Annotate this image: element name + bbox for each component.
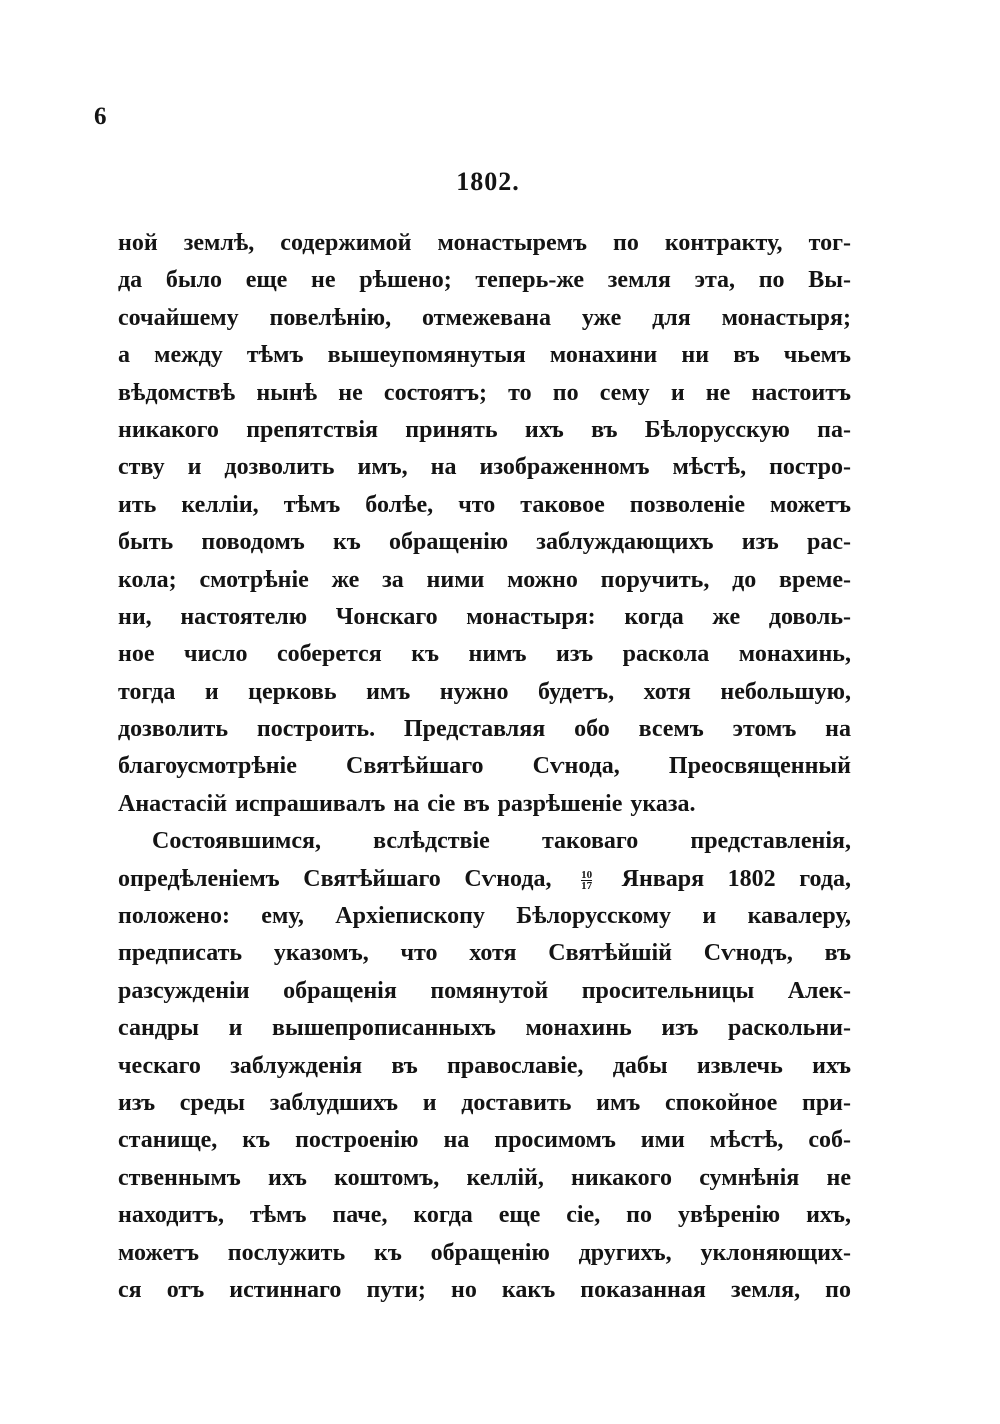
text-line: Состоявшимся, вслѣдствіе таковаго представленія, <box>152 828 851 855</box>
text-line: благоусмотрѣніе Святѣйшаго Сѵнода, Преосвященный <box>118 753 851 780</box>
text-segment: опредѣленіемъ Святѣйшаго Сѵнода, <box>118 865 552 892</box>
text-line: можетъ послужить къ обращенію другихъ, уклоняющих- <box>118 1239 851 1266</box>
text-line: разсужденіи обращенія помянутой просительницы Алек- <box>118 977 851 1004</box>
fraction-numerator: 10 <box>581 868 593 881</box>
text-line: ству и дозволить имъ, на изображенномъ мѣстѣ, постро- <box>118 454 851 481</box>
text-line: сандры и вышепрописанныхъ монахинь изъ раскольни- <box>118 1015 851 1042</box>
text-line: сочайшему повелѣнію, отмежевана уже для монастыря; <box>118 304 851 331</box>
year-heading: 1802. <box>456 167 520 196</box>
paragraph-1 <box>118 225 851 823</box>
text-line: станище, къ построенію на просимомъ ими мѣстѣ, соб- <box>118 1127 851 1154</box>
fraction-denominator: 17 <box>581 879 593 892</box>
body-text <box>118 225 851 1309</box>
text-line: быть поводомъ къ обращенію заблуждающихъ изъ рас- <box>118 529 851 556</box>
text-line: положено: ему, Архіепископу Бѣлорусскому и кавалеру, <box>118 903 851 930</box>
text-line: ственнымъ ихъ коштомъ, келлій, никакого сумнѣнія не <box>118 1164 851 1191</box>
text-line: ся отъ истиннаго пути; но какъ показанная земля, по <box>118 1276 851 1303</box>
text-line: никакого препятствія принять ихъ въ Бѣлорусскую па- <box>118 416 851 443</box>
text-line-with-date <box>118 861 851 898</box>
paragraph-2 <box>118 823 851 1309</box>
text-line: предписать указомъ, что хотя Святѣйшій Сѵнодъ, въ <box>118 940 851 967</box>
page-number: 6 <box>94 103 107 130</box>
date-fraction <box>581 870 592 891</box>
text-line: Анастасій испрашивалъ на сіе въ разрѣшеніе указа. <box>118 790 696 817</box>
text-line: да было еще не рѣшено; теперь-же земля эта, по Вы- <box>118 267 851 294</box>
text-line: ной землѣ, содержимой монастыремъ по контракту, тог- <box>118 230 851 256</box>
text-line: ное число соберется къ нимъ изъ раскола монахинь, <box>118 641 851 668</box>
text-line: тогда и церковь имъ нужно будетъ, хотя небольшую, <box>118 678 851 705</box>
text-line: изъ среды заблудшихъ и доставить имъ спокойное при- <box>118 1089 851 1116</box>
text-line: а между тѣмъ вышеупомянутыя монахини ни въ чьемъ <box>118 342 851 369</box>
text-line: ческаго заблужденія въ православіе, дабы извлечь ихъ <box>118 1052 851 1079</box>
text-line: ить келліи, тѣмъ болѣе, что таковое позволеніе можетъ <box>118 491 851 518</box>
text-line: находитъ, тѣмъ паче, когда еще сіе, по увѣренію ихъ, <box>118 1202 851 1229</box>
text-line: дозволить построить. Представляя обо всемъ этомъ на <box>118 716 851 743</box>
text-segment: Января 1802 года, <box>621 865 851 892</box>
text-line: ни, настоятелю Чонскаго монастыря: когда же доволь- <box>118 603 851 630</box>
text-line: кола; смотрѣніе же за ними можно поручить, до време- <box>118 566 851 593</box>
text-line: вѣдомствѣ нынѣ не состоятъ; то по сему и не настоитъ <box>118 379 851 406</box>
